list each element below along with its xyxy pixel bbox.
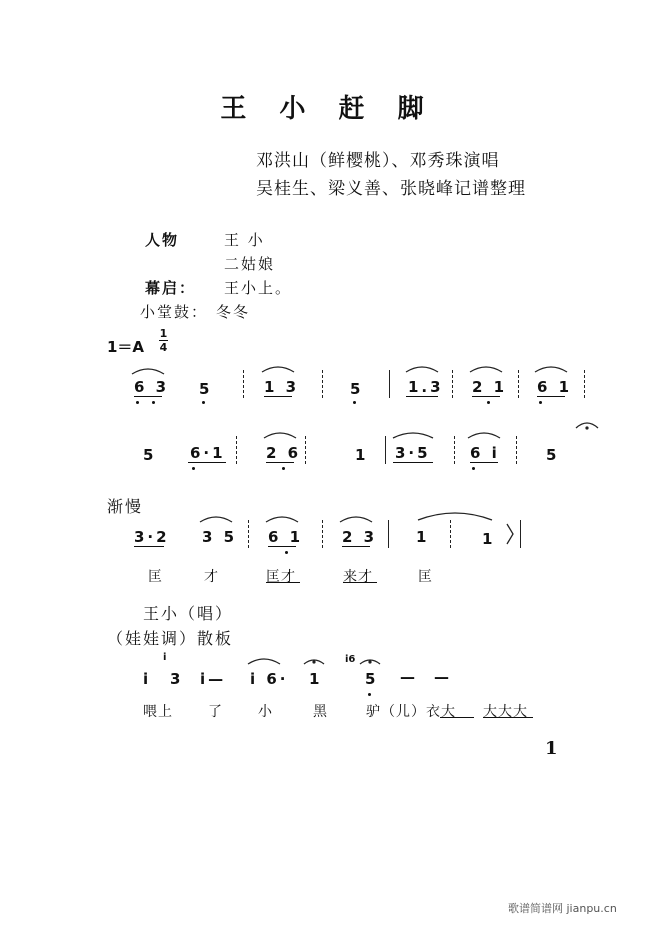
l2-note-2: 2 6 — [266, 444, 302, 462]
l3-lyric-0: 匡 — [148, 569, 163, 585]
l3-note-4: 1 — [416, 528, 430, 546]
l4-note-3: i 6· — [250, 670, 289, 688]
singer-label: 王小（唱） — [143, 604, 234, 623]
tune-label: （娃娃调）散板 — [107, 629, 234, 648]
credit-transcribers: 吴桂生、梁义善、张晓峰记谱整理 — [256, 179, 526, 199]
l4-note-6: — — [400, 668, 418, 686]
l3-note-1: 3 5 — [202, 528, 238, 546]
l4-lyric-3: 黑 — [313, 704, 328, 720]
footer-watermark: 歌谱简谱网 jianpu.cn — [508, 902, 617, 915]
drum-text: 冬冬 — [216, 303, 251, 321]
l4-note-5: 5 — [365, 670, 379, 688]
slur-arc — [200, 517, 232, 522]
slur-arc — [248, 659, 280, 664]
slur-arc — [468, 433, 500, 438]
slur-arc — [406, 367, 438, 372]
slur-arc — [340, 517, 372, 522]
l4-grace-1: i6 — [345, 654, 356, 665]
time-signature-denominator: 4 — [159, 341, 168, 354]
slur-arc — [132, 369, 164, 374]
slur-arc — [262, 367, 294, 372]
slur-arc — [470, 367, 502, 372]
fermata-dot — [368, 660, 371, 663]
slur-arc — [266, 517, 298, 522]
tie-arc — [418, 513, 492, 520]
l1-note-1: 5 — [199, 380, 213, 398]
l4-lyric-5: 大大大 — [483, 704, 528, 720]
l3-note-3: 2 3 — [342, 528, 378, 546]
l1-note-2: 1 3 — [264, 378, 300, 396]
slur-arc — [264, 433, 296, 438]
l3-lyric-4: 匡 — [418, 569, 433, 585]
l1-note-0: 6 3 — [134, 378, 170, 396]
drum-label: 小堂鼓： — [140, 303, 209, 321]
l4-note-0: i — [143, 670, 152, 688]
l4-note-1: 3 — [170, 670, 184, 688]
l3-lyric-1: 才 — [204, 569, 219, 585]
l2-note-4: 3·5 — [395, 444, 431, 462]
l3-note-2: 6 1 — [268, 528, 304, 546]
page-title: 王 小 赶 脚 — [220, 94, 436, 124]
key-signature: 1＝A — [107, 338, 145, 356]
l3-note-5: 1 — [482, 530, 496, 548]
l2-note-6: 5 — [546, 446, 560, 464]
l4-lyric-4: 驴（儿）衣大 — [366, 704, 456, 720]
l4-lyric-0: 喂上 — [143, 704, 173, 720]
l4-lyric-1: 了 — [208, 704, 223, 720]
l1-note-5: 2 1 — [472, 378, 508, 396]
l4-note-7: — — [434, 668, 452, 686]
l4-note-4: 1 — [309, 670, 323, 688]
slur-arc — [393, 433, 433, 438]
l2-note-3: 1 — [355, 446, 369, 464]
fermata-dot — [312, 660, 315, 663]
page-number: 1 — [545, 738, 558, 759]
curtain-text: 王小上。 — [224, 279, 293, 297]
fermata-dot — [585, 426, 588, 429]
l4-note-2: i— — [200, 670, 227, 688]
l2-note-0: 5 — [143, 446, 157, 464]
l1-note-3: 5 — [350, 380, 364, 398]
breath-mark — [507, 524, 513, 544]
l2-note-1: 6·1 — [190, 444, 226, 462]
l1-note-4: 1.3 — [408, 378, 444, 396]
l3-lyric-3: 来才 — [343, 569, 373, 585]
l4-grace-0: i — [163, 652, 167, 663]
curtain-label: 幕启： — [145, 279, 197, 297]
tempo-mark: 渐慢 — [107, 497, 144, 516]
l1-note-6: 6 1 — [537, 378, 573, 396]
slur-arc — [535, 367, 567, 372]
time-signature-numerator: 1 — [159, 327, 168, 340]
character-wangxiao: 王 小 — [224, 231, 265, 249]
l3-lyric-2: 匡才 — [266, 569, 296, 585]
l3-note-0: 3·2 — [134, 528, 170, 546]
credit-performers: 邓洪山（鲜樱桃）、邓秀珠演唱 — [256, 151, 500, 171]
character-erguniang: 二姑娘 — [224, 255, 276, 273]
l2-note-5: 6 i — [470, 444, 500, 462]
characters-label: 人物 — [145, 231, 180, 249]
l4-lyric-2: 小 — [258, 704, 273, 720]
